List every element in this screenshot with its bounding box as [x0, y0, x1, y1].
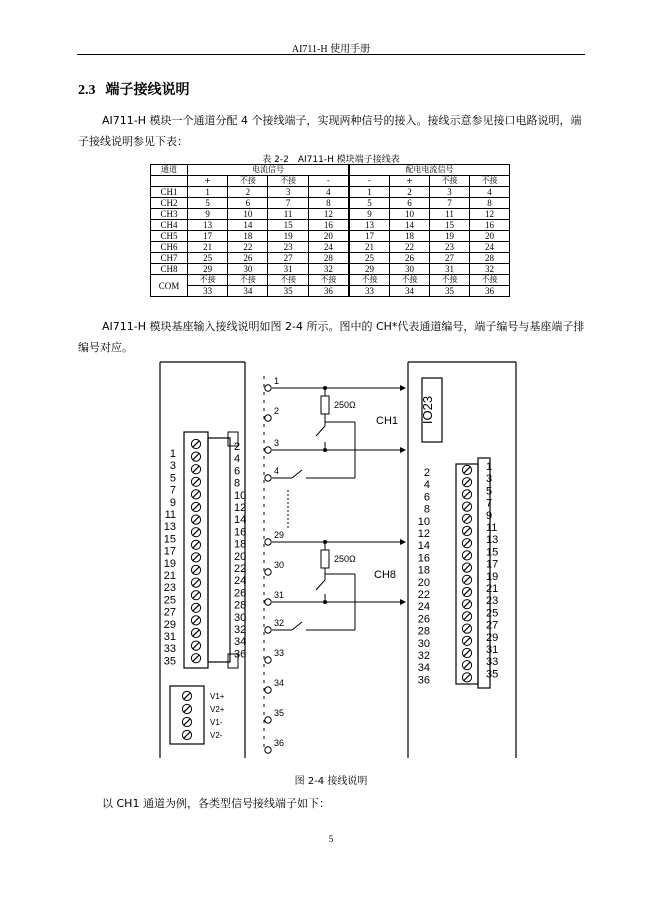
terminal-number: 26 [417, 613, 430, 626]
table-subheader-row [151, 176, 510, 187]
table-cell: 21 [349, 242, 390, 253]
power-label: V2+ [210, 705, 225, 714]
terminal-number: 13 [163, 521, 176, 534]
table-cell: 12 [470, 209, 510, 220]
table-cell: CH6 [151, 242, 188, 253]
terminal-number: 9 [169, 496, 176, 509]
table-cell: 7 [268, 198, 308, 209]
table-cell: 22 [228, 242, 268, 253]
table-cell: 35 [430, 286, 470, 297]
terminal-number: 31 [163, 631, 176, 643]
terminal-number: 33 [486, 656, 499, 669]
paragraph-2-text: AI711-H 模块基座输入接线说明如图 2-4 所示。图中的 CH*代表通道编号，端子编号与基座端子排编号对应。 [78, 320, 585, 354]
table-cell: 34 [228, 286, 268, 297]
table-cell: 24 [308, 242, 349, 253]
table-cell: 28 [470, 253, 510, 264]
table-cell: 25 [188, 253, 228, 264]
terminal-number: 4 [423, 479, 430, 492]
table-row [151, 253, 510, 264]
table-cell: 31 [430, 264, 470, 275]
terminal-number: 4 [234, 453, 241, 466]
paragraph-3-text: 以 CH1 通道为例，各类型信号接线端子如下： [102, 797, 330, 810]
wire-label: 32 [274, 618, 285, 628]
table-cell: 36 [470, 286, 510, 297]
table-cell: 23 [268, 242, 308, 253]
table-cell: 1 [188, 187, 228, 198]
wire-label: 2 [274, 406, 280, 416]
table-cell: 26 [228, 253, 268, 264]
subheader-cell: 不接 [228, 176, 268, 187]
table-cell: 不接 [430, 275, 470, 286]
terminal-number: 22 [417, 589, 430, 601]
wire-label: 33 [274, 648, 285, 658]
wire-terminal-circle [265, 747, 271, 753]
table-cell: 19 [268, 231, 308, 242]
terminal-number: 8 [423, 503, 430, 516]
terminal-number: 1 [169, 448, 176, 460]
table-cell: 10 [228, 209, 268, 220]
right-even-numbers [418, 467, 430, 686]
terminal-number: 20 [417, 576, 430, 589]
wire-terminal-circle [265, 569, 271, 575]
terminal-number: 25 [163, 594, 176, 607]
terminal-number: 22 [234, 563, 247, 575]
table-cell: 7 [430, 198, 470, 209]
power-label: V2- [210, 731, 223, 740]
table-cell: CH7 [151, 253, 188, 264]
terminal-number: 17 [486, 558, 499, 571]
wire-terminal-circle [265, 657, 271, 663]
table-cell: 17 [188, 231, 228, 242]
terminal-number: 5 [169, 472, 176, 485]
terminal-number: 18 [417, 564, 430, 577]
wire-label: 34 [274, 678, 285, 688]
wire-terminal-circle [265, 385, 271, 391]
table-cell: 32 [470, 264, 510, 275]
terminal-number: 21 [163, 570, 176, 582]
table-cell: 2 [228, 187, 268, 198]
wire-terminal-circle [265, 627, 271, 633]
table-cell: 13 [188, 220, 228, 231]
table-cell: CH5 [151, 231, 188, 242]
table-row [151, 187, 510, 198]
terminal-number: 25 [486, 607, 499, 620]
table-cell: 19 [430, 231, 470, 242]
subheader-cell: 不接 [470, 176, 510, 187]
terminal-number: 36 [417, 674, 430, 687]
terminal-number: 32 [234, 624, 247, 636]
table-cell: CH1 [151, 187, 188, 198]
terminal-number: 35 [486, 668, 499, 681]
table-cell: 18 [228, 231, 268, 242]
section-heading [78, 79, 190, 99]
wiring-diagram [150, 358, 530, 766]
table-cell: 33 [188, 286, 228, 297]
table-cell: 24 [470, 242, 510, 253]
subheader-cell: 不接 [430, 176, 470, 187]
wire-terminal-circle [265, 415, 271, 421]
table-cell: 29 [349, 264, 390, 275]
table-cell: CH4 [151, 220, 188, 231]
subheader-empty [151, 176, 188, 187]
terminal-number: 28 [417, 625, 430, 638]
terminal-table [150, 164, 510, 297]
terminal-number: 33 [163, 643, 176, 656]
table-cell: 21 [188, 242, 228, 253]
terminal-number: 6 [423, 491, 430, 504]
power-labels [210, 692, 225, 740]
wire-label: 4 [274, 466, 280, 476]
table-caption: 表 2-2 AI711-H 模块端子接线表 [262, 155, 400, 165]
table-cell: 27 [430, 253, 470, 264]
terminal-number: 2 [423, 467, 430, 479]
table-cell: 36 [308, 286, 349, 297]
table-cell: 10 [390, 209, 430, 220]
paragraph-1-text: AI711-H 模块一个通道分配 4 个接线端子，实现两种信号的接入。接线示意参见接口电路说明，端子接线说明参见下表： [78, 114, 582, 148]
table-cell: 33 [349, 286, 390, 297]
table-cell: 29 [188, 264, 228, 275]
table-cell: 20 [308, 231, 349, 242]
table-row [151, 231, 510, 242]
table-cell: 22 [390, 242, 430, 253]
table-row-com [151, 275, 510, 286]
terminal-number: 16 [234, 526, 247, 539]
table-body [151, 187, 510, 297]
terminal-number: 18 [234, 538, 247, 551]
right-screw-column [462, 465, 471, 682]
table-cell: 8 [308, 198, 349, 209]
table-cell: 27 [268, 253, 308, 264]
wire-terminal-circle [265, 599, 271, 605]
table-cell: 25 [349, 253, 390, 264]
wire-terminal-circle [265, 475, 271, 481]
wire-terminal-circle [265, 447, 271, 453]
terminal-number: 24 [417, 601, 430, 614]
terminal-number: 36 [234, 648, 247, 661]
wire-label: 30 [274, 560, 285, 570]
table-row [151, 209, 510, 220]
resistor-label-ch1: 250Ω [334, 400, 356, 410]
terminal-number: 19 [486, 570, 499, 583]
terminal-number: 34 [234, 636, 247, 649]
power-screw-column [182, 691, 191, 739]
terminal-number: 3 [486, 473, 493, 486]
terminal-number: 16 [417, 552, 430, 565]
table-header-row [151, 165, 510, 176]
wire-number-labels [274, 376, 284, 748]
page-header: AI711-H 使用手册 [291, 44, 371, 55]
terminal-number: 14 [234, 514, 247, 527]
channel-label-ch8: CH8 [374, 569, 397, 581]
table-cell: 不接 [349, 275, 390, 286]
terminal-number: 30 [417, 637, 430, 650]
table-cell: 30 [390, 264, 430, 275]
paragraph-1 [78, 110, 588, 152]
paragraph-2 [78, 316, 588, 358]
table-cell: 16 [470, 220, 510, 231]
subheader-cell: + [390, 176, 430, 187]
terminal-number: 5 [486, 485, 493, 498]
terminal-number: 9 [486, 509, 493, 522]
table-cell: 2 [390, 187, 430, 198]
channel-label-ch1: CH1 [376, 415, 399, 427]
terminal-number: 23 [486, 595, 499, 608]
terminal-number: 10 [417, 515, 430, 528]
table-cell: 12 [308, 209, 349, 220]
left-odd-numbers [164, 448, 176, 667]
table-cell: 不接 [188, 275, 228, 286]
terminal-number: 10 [234, 489, 247, 502]
terminal-number: 29 [163, 618, 176, 631]
table-cell: CH8 [151, 264, 188, 275]
table-cell: 不接 [228, 275, 268, 286]
wire-label: 36 [274, 738, 285, 748]
terminal-number: 12 [234, 502, 247, 514]
terminal-number: 6 [234, 465, 241, 478]
terminal-number: 27 [486, 619, 499, 632]
terminal-number: 11 [486, 522, 498, 534]
wire-label: 1 [274, 376, 280, 386]
wire-terminal-circle [265, 539, 271, 545]
subheader-cell: + [188, 176, 228, 187]
section-title: 端子接线说明 [105, 82, 190, 98]
table-cell: 35 [268, 286, 308, 297]
terminal-number: 19 [163, 557, 176, 570]
right-odd-numbers [486, 461, 498, 680]
table-cell: 3 [430, 187, 470, 198]
wire-terminal-points [265, 385, 271, 753]
table-cell: 32 [308, 264, 349, 275]
table-cell: 5 [349, 198, 390, 209]
terminal-number: 30 [234, 611, 247, 624]
terminal-number: 26 [234, 587, 247, 600]
terminal-number: 31 [486, 644, 499, 656]
wire-label: 29 [274, 530, 285, 540]
table-cell: 9 [188, 209, 228, 220]
group-powered-current-header: 配电电流信号 [349, 165, 510, 176]
wire-label: 31 [274, 590, 285, 600]
terminal-number: 15 [486, 546, 499, 559]
table-cell: 15 [268, 220, 308, 231]
subheader-cell: 不接 [268, 176, 308, 187]
table-cell: 14 [228, 220, 268, 231]
terminal-number: 28 [234, 599, 247, 612]
table-cell: 17 [349, 231, 390, 242]
terminal-number: 17 [163, 545, 176, 558]
table-cell: 11 [268, 209, 308, 220]
table-cell: 16 [308, 220, 349, 231]
table-row [151, 220, 510, 231]
table-cell: 34 [390, 286, 430, 297]
table-cell: 不接 [268, 275, 308, 286]
terminal-number: 32 [417, 650, 430, 662]
table-cell: 4 [308, 187, 349, 198]
table-cell: 不接 [390, 275, 430, 286]
subheader-cell: - [349, 176, 390, 187]
table-cell: 8 [470, 198, 510, 209]
terminal-number: 23 [163, 582, 176, 595]
terminal-number: 11 [164, 509, 176, 521]
table-row [151, 264, 510, 275]
subheader-cell: - [308, 176, 349, 187]
terminal-number: 1 [486, 461, 493, 473]
section-number: 2.3 [78, 83, 96, 98]
terminal-number: 35 [163, 655, 176, 668]
terminal-number: 7 [169, 484, 176, 497]
terminal-number: 29 [486, 631, 499, 644]
table-cell: 18 [390, 231, 430, 242]
table-cell: 13 [349, 220, 390, 231]
wire-label: 35 [274, 708, 285, 718]
figure-caption: 图 2-4 接线说明 [294, 776, 368, 787]
table-cell: 3 [268, 187, 308, 198]
table-cell: 4 [470, 187, 510, 198]
col-channel-header: 通道 [151, 165, 188, 176]
terminal-number: 27 [163, 606, 176, 619]
table-row [151, 198, 510, 209]
table-cell: 6 [390, 198, 430, 209]
table-cell: 14 [390, 220, 430, 231]
table-cell: 20 [470, 231, 510, 242]
terminal-number: 7 [486, 497, 493, 510]
table-cell: 31 [268, 264, 308, 275]
table-row-com-numbers [151, 286, 510, 297]
paragraph-3 [78, 793, 588, 814]
terminal-number: 8 [234, 477, 241, 490]
terminal-number: 21 [486, 583, 499, 595]
group-current-header: 电流信号 [188, 165, 350, 176]
table-cell: 9 [349, 209, 390, 220]
table-cell: 30 [228, 264, 268, 275]
power-label: V1- [210, 718, 223, 727]
wire-label: 3 [274, 438, 280, 448]
page-number: 5 [328, 834, 334, 844]
table-cell: 5 [188, 198, 228, 209]
terminal-number: 20 [234, 550, 247, 563]
terminal-number: 34 [417, 662, 430, 675]
table-cell: 不接 [470, 275, 510, 286]
terminal-number: 14 [417, 540, 430, 553]
table-cell: 26 [390, 253, 430, 264]
module-label: IO23 [420, 395, 435, 425]
table-cell: 6 [228, 198, 268, 209]
table-cell: 11 [430, 209, 470, 220]
table-cell: 28 [308, 253, 349, 264]
power-label: V1+ [210, 692, 225, 701]
wire-terminal-circle [265, 717, 271, 723]
table-cell: 23 [430, 242, 470, 253]
wire-terminal-circle [265, 687, 271, 693]
left-screw-column [191, 439, 200, 662]
com-label: COM [151, 275, 188, 297]
header-rule [77, 54, 585, 55]
table-cell: CH2 [151, 198, 188, 209]
table-cell: 15 [430, 220, 470, 231]
terminal-number: 13 [486, 534, 499, 547]
terminal-number: 15 [163, 533, 176, 546]
table-cell: 1 [349, 187, 390, 198]
table-cell: CH3 [151, 209, 188, 220]
terminal-number: 12 [417, 528, 430, 540]
resistor-label-ch8: 250Ω [334, 554, 356, 564]
table-row [151, 242, 510, 253]
terminal-number: 2 [234, 441, 241, 453]
table-cell: 不接 [308, 275, 349, 286]
terminal-number: 3 [169, 460, 176, 473]
terminal-number: 24 [234, 575, 247, 588]
